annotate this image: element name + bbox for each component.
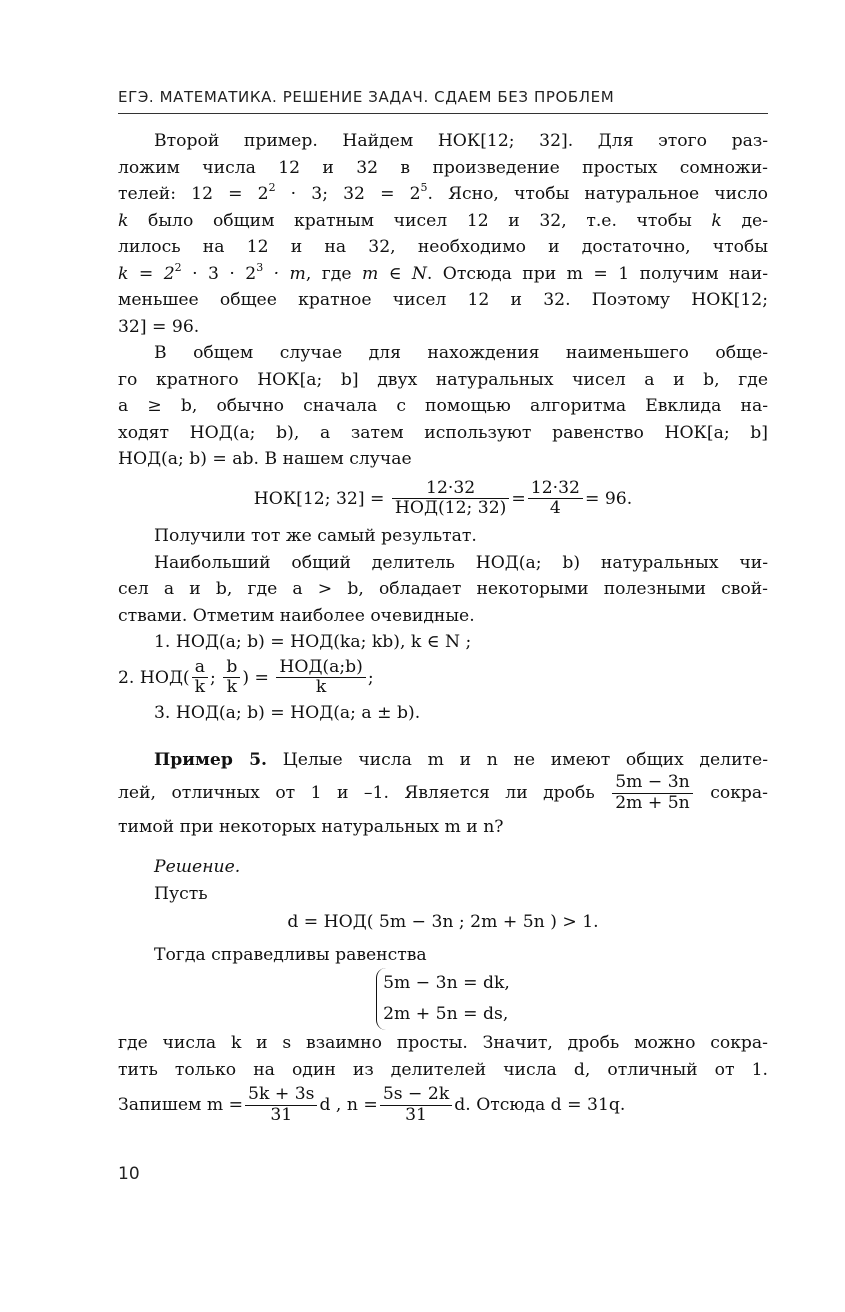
formula: $32 = 2^5$	[343, 181, 428, 204]
fraction: $\frac{5k + 3s}{31}$	[245, 1085, 317, 1126]
text-line: тимой при некоторых натуральных m и n?	[118, 816, 504, 837]
gcd-properties-list	[118, 629, 768, 727]
text-line: Запишем m = $\frac{5k + 3s}{31}$ d , n = $\frac{5s - 2k}{31}$ d. Отсюда d = 31q.	[118, 1084, 626, 1125]
fraction: $\frac{5s - 2k}{31}$	[380, 1085, 452, 1126]
list-item: 1. НОД(a; b) = НОД(ka; kb), k ∈ N ;	[154, 632, 472, 653]
page-body	[118, 128, 768, 1126]
text-line: тить только на один из делителей числа d, отличный от 1.	[118, 1059, 768, 1080]
text-line: сел a и b, где a > b, обладает некоторыми полезными свой-	[118, 579, 768, 600]
list-item: 2. НОД( $\frac{a}{k}$ ; $\frac{b}{k}$ ) = $\frac{\text{НОД(a;b)}}{k}$ ;	[118, 656, 374, 698]
running-header: ЕГЭ. МАТЕМАТИКА. РЕШЕНИЕ ЗАДАЧ. СДАЕМ БЕЗ ПРОБЛЕМ	[118, 88, 768, 114]
text-line: ствами. Отметим наиболее очевидные.	[118, 605, 475, 626]
example-title: Пример 5.	[154, 749, 268, 770]
formula: $12 = 2^2 \cdot 3$	[191, 181, 323, 204]
text-line: го кратного НОК[a; b] двух натуральных чисел a и b, где	[118, 369, 768, 390]
text-line: Тогда справедливы равенства	[154, 944, 427, 965]
fraction: $\frac{12\cdot 32}{4}$	[528, 479, 583, 520]
text-line: В общем случае для нахождения наименьшего обще-	[154, 343, 768, 363]
text-line: Второй пример. Найдем НОК[12; 32]. Для этого раз-	[154, 131, 768, 151]
text-line: Получили тот же самый результат.	[154, 526, 477, 547]
text-line: Наибольший общий делитель НОД(a; b) натуральных чи-	[154, 552, 768, 573]
equation-nok: НОК[12; 32] = $\frac{12\cdot 32}{\text{НОД(12; 32)}}$ = $\frac{12\cdot 32}{4}$ = 96.	[253, 477, 633, 519]
text-line: ходят НОД(a; b), а затем используют равенство НОК[a; b]	[118, 422, 768, 443]
formula: $k = 2^2 \cdot 3 \cdot 2^3 \cdot m$	[118, 260, 306, 284]
solution	[118, 854, 768, 1126]
list-item: 3. НОД(a; b) = НОД(a; a ± b).	[154, 703, 421, 724]
equation-system: 5m − 3n = dk, 2m + 5n = ds,	[118, 968, 768, 1030]
paragraph-general-case	[118, 340, 768, 473]
text-line: лилось на 12 и на 32, необходимо и достаточно, чтобы	[118, 237, 768, 257]
paragraph-nok-example	[118, 128, 768, 340]
text-line: 32] = 96.	[118, 316, 200, 337]
solution-label: Решение.	[154, 857, 241, 878]
text-line: где числа k и s взаимно просты. Значит, дробь можно сокра-	[118, 1033, 768, 1054]
text-line: Пример 5. Целые числа m и n не имеют общих делите-	[154, 749, 769, 770]
equation-d: d = НОД( 5m − 3n ; 2m + 5n ) > 1.	[287, 912, 599, 933]
text-line: меньшее общее кратное чисел 12 и 32. Поэтому НОК[12;	[118, 290, 768, 310]
paragraph-gcd	[118, 550, 768, 630]
text-line: k было общим кратным чисел 12 и 32, т.е. чтобы k де-	[118, 210, 769, 231]
text-line: телей: $12 = 2^2 \cdot 3$; $32 = 2^5$. Ясно, чтобы натуральное число	[118, 181, 769, 204]
text-line: $k = 2^2 \cdot 3 \cdot 2^3 \cdot m$, где m ∈ N. Отсюда при m = 1 получим наи-	[118, 260, 768, 284]
text-line: a ≥ b, обычно сначала с помощью алгоритма Евклида на-	[118, 396, 768, 416]
text-line: НОД(a; b) = ab. В нашем случае	[118, 449, 412, 469]
page-number: 10	[118, 1164, 140, 1184]
text-line: лей, отличных от 1 и –1. Является ли дробь $\frac{5m - 3n}{2m + 5n}$ сокра-	[118, 772, 768, 813]
text-line: Пусть	[154, 883, 208, 904]
fraction: $\frac{5m - 3n}{2m + 5n}$	[612, 773, 693, 814]
text-line: ложим числа 12 и 32 в произведение простых сомножи-	[118, 157, 768, 178]
fraction: $\frac{12\cdot 32}{\text{НОД(12; 32)}}$	[392, 479, 509, 520]
example-5	[118, 747, 768, 841]
formula: m ∈ N	[361, 263, 427, 284]
